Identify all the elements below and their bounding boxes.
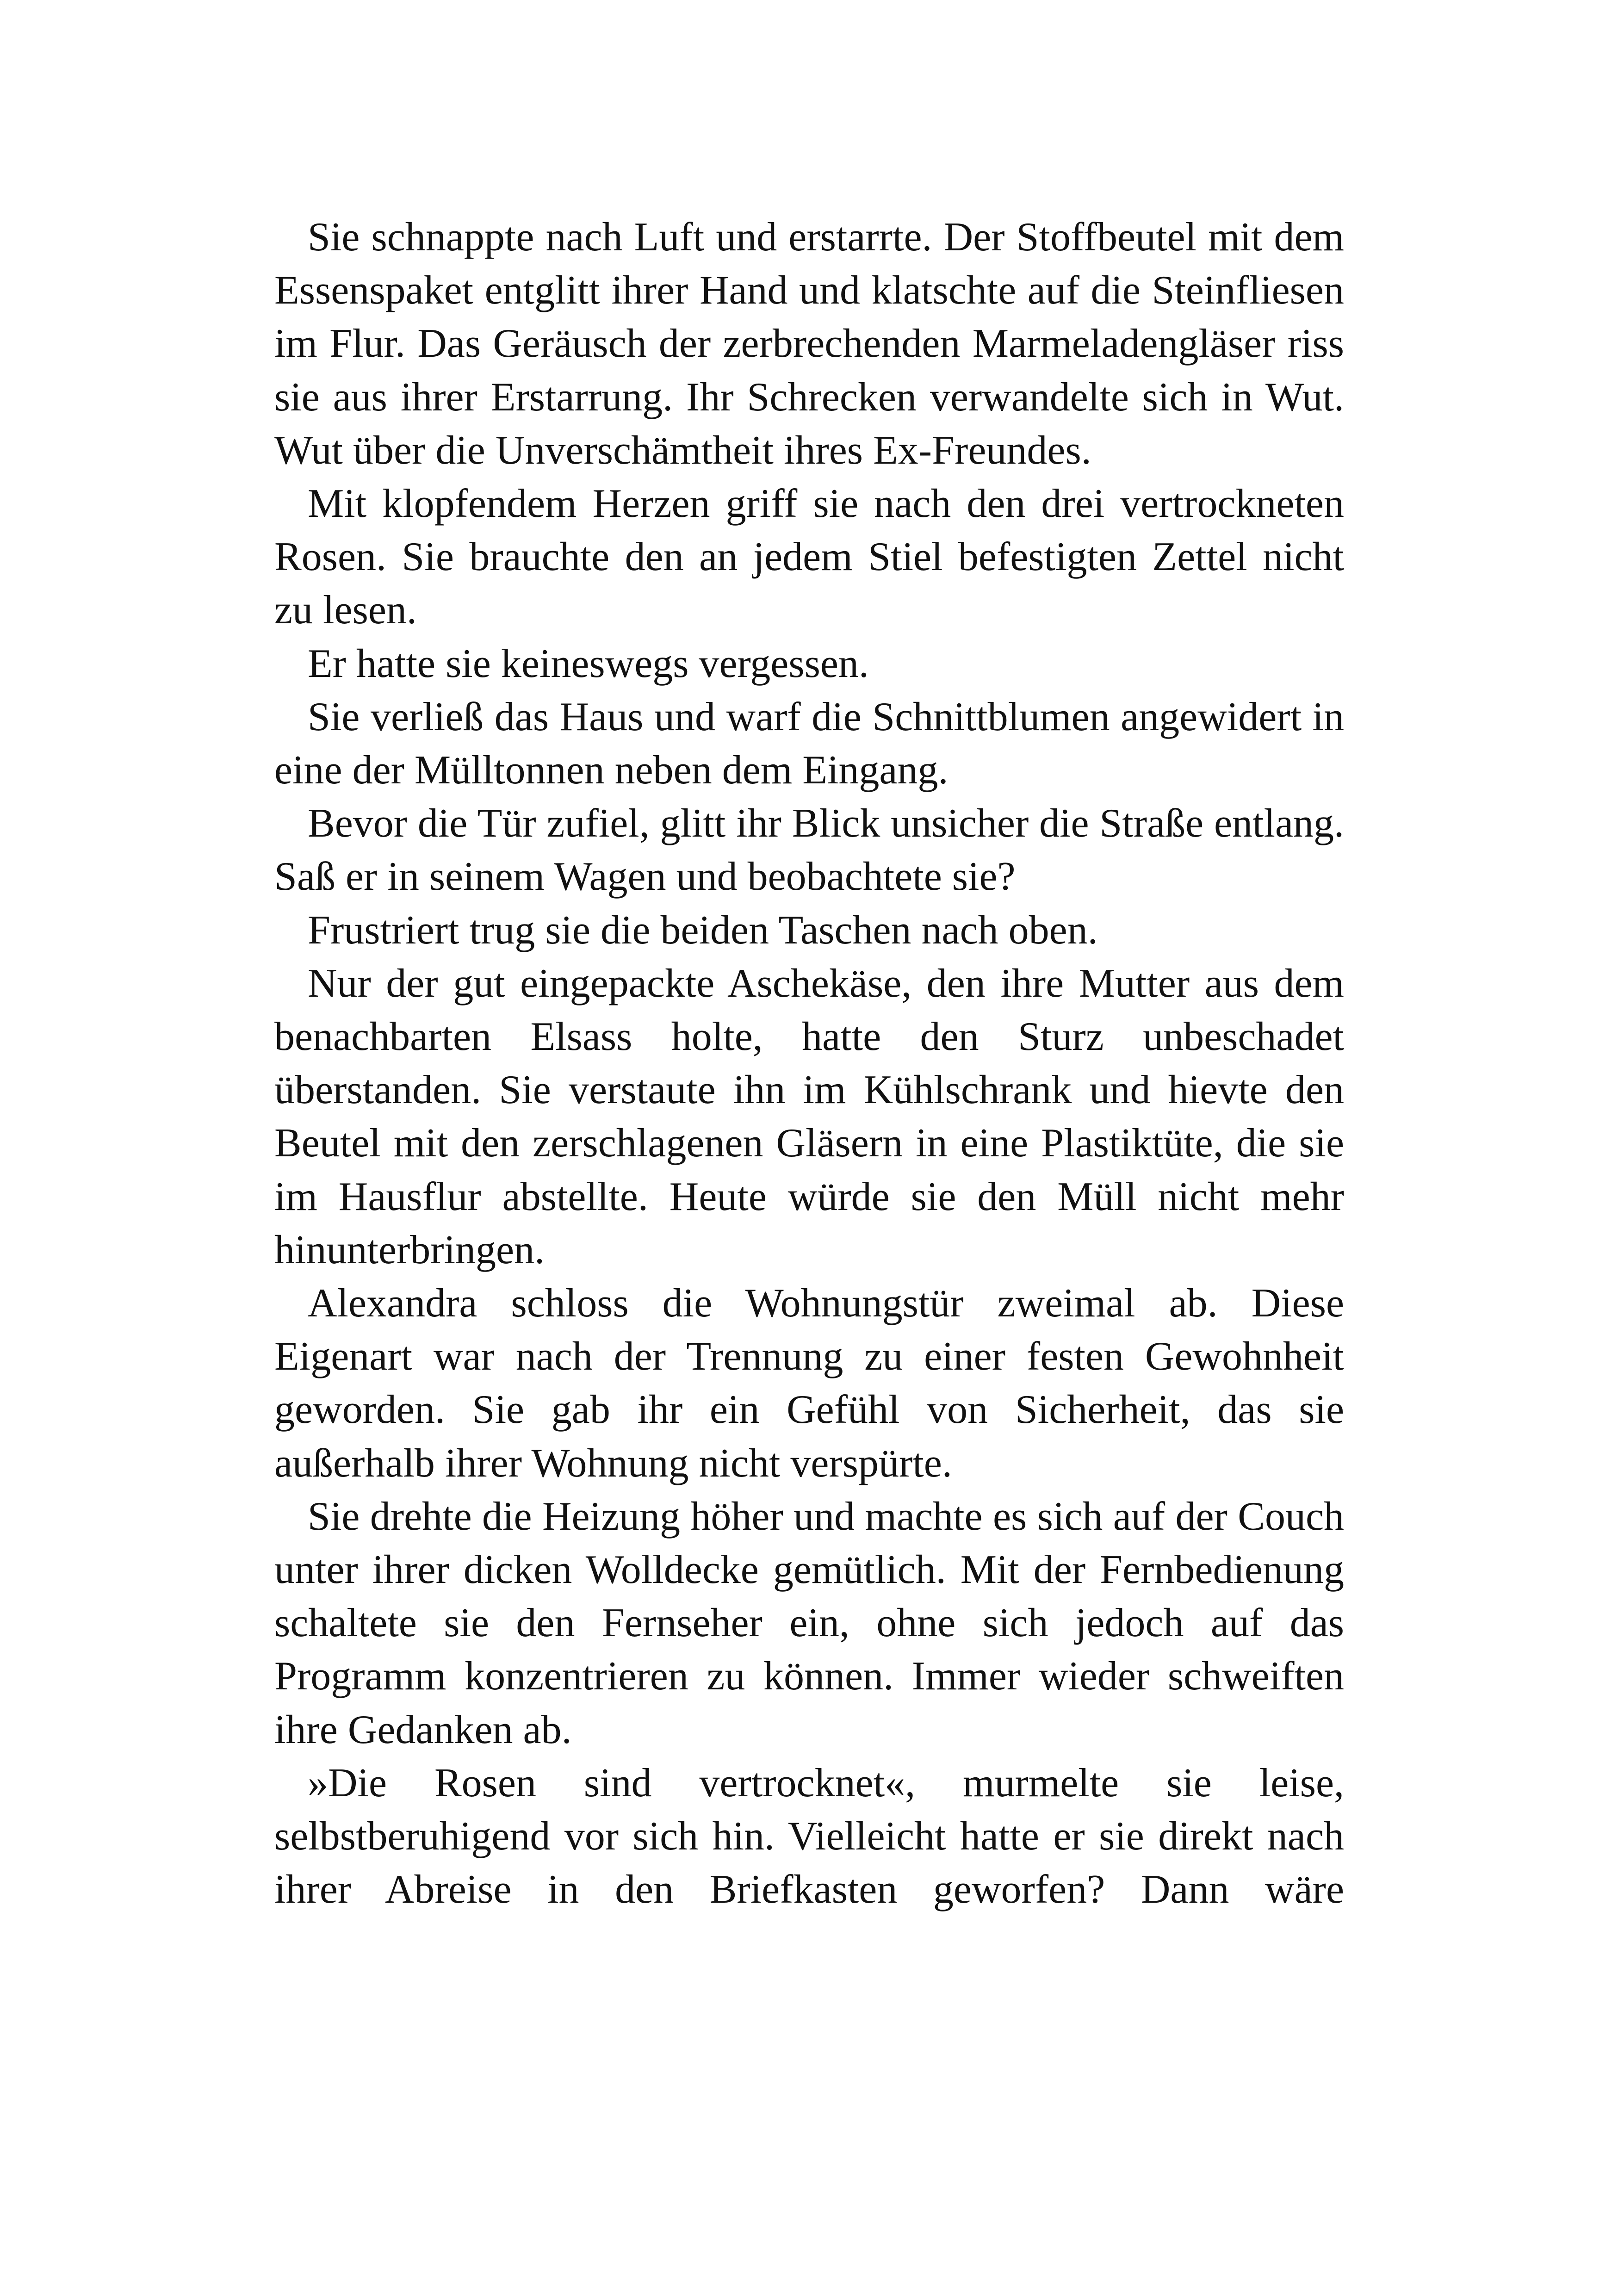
paragraph-1: Sie schnappte nach Luft und erstarrte. Der Stoffbeutel mit dem Essenspaket entglitt ihrer Hand und klatschte auf die Steinfliesen im Flur. Das Geräusch der zerbrechenden Marmeladengläser riss sie aus ihrer Erstarrung. Ihr Schrecken verwandelte sich in Wut. Wut über die Unverschämtheit ihres Ex-Freundes.	[274, 215, 1344, 473]
paragraph-4: Sie verließ das Haus und warf die Schnittblumen angewidert in eine der Mülltonnen neben dem Eingang.	[274, 694, 1344, 793]
body-text	[274, 211, 1344, 1917]
paragraph-10: »Die Rosen sind vertrocknet«, murmelte sie leise, selbstberuhigend vor sich hin. Vielleicht hatte er sie direkt nach ihrer Abreise in den Briefkasten geworfen? Dann wäre	[274, 1760, 1344, 1912]
paragraph-9: Sie drehte die Heizung höher und machte es sich auf der Couch unter ihrer dicken Wolldecke gemütlich. Mit der Fernbedienung schaltete sie den Fernseher ein, ohne sich jedoch auf das Programm konzentrieren zu können. Immer wieder schweiften ihre Gedanken ab.	[274, 1494, 1344, 1752]
paragraph-3: Er hatte sie keineswegs vergessen.	[308, 641, 869, 686]
paragraph-5: Bevor die Tür zufiel, glitt ihr Blick unsicher die Straße entlang. Saß er in seinem Wagen und beobachtete sie?	[274, 801, 1344, 900]
paragraph-6: Frustriert trug sie die beiden Taschen nach oben.	[308, 907, 1098, 953]
paragraph-7: Nur der gut eingepackte Aschekäse, den ihre Mutter aus dem benachbarten Elsass holte, hatte den Sturz unbeschadet überstanden. Sie verstaute ihn im Kühlschrank und hievte den Beutel mit den zerschlagenen Gläsern in eine Plastiktüte, die sie im Hausflur abstellte. Heute würde sie den Müll nicht mehr hinunterbringen.	[274, 961, 1344, 1272]
paragraph-8: Alexandra schloss die Wohnungstür zweimal ab. Diese Eigenart war nach der Trennung zu einer festen Gewohnheit geworden. Sie gab ihr ein Gefühl von Sicherheit, das sie außerhalb ihrer Wohnung nicht verspürte.	[274, 1281, 1344, 1486]
paragraph-2: Mit klopfendem Herzen griff sie nach den drei vertrockneten Rosen. Sie brauchte den an jedem Stiel befestigten Zettel nicht zu lesen.	[274, 481, 1344, 633]
